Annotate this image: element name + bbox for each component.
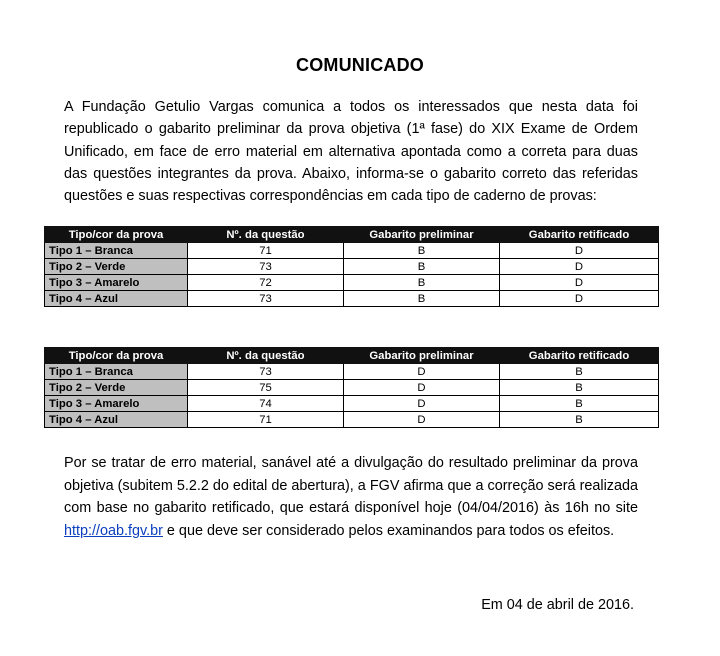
answer-key-table-2 [44, 347, 659, 428]
intro-paragraph: A Fundação Getulio Vargas comunica a todos os interessados que nesta data foi republicado o gabarito preliminar da prova objetiva (1ª fase) do XIX Exame de Ordem Unificado, em face de erro material em alternativa apontada como a correta para duas das questões integrantes da prova. Abaixo, informa-se o gabarito correto das referidas questões e suas respectivas correspondências em cada tipo de caderno de provas: [64, 99, 638, 205]
corrected-key-cell: D [500, 275, 659, 291]
header-corrected-key: Gabarito retificado [500, 227, 659, 243]
preliminary-key-cell: B [344, 259, 500, 275]
preliminary-key-cell: B [344, 275, 500, 291]
closing-paragraph [64, 452, 638, 542]
header-exam-type: Tipo/cor da prova [45, 348, 188, 364]
table-row [45, 291, 659, 307]
header-exam-type: Tipo/cor da prova [45, 227, 188, 243]
corrected-key-cell: B [500, 380, 659, 396]
preliminary-key-cell: D [344, 396, 500, 412]
question-number-cell: 73 [188, 259, 344, 275]
header-question-number: Nº. da questão [188, 348, 344, 364]
header-corrected-key: Gabarito retificado [500, 348, 659, 364]
table-row [45, 275, 659, 291]
question-number-cell: 72 [188, 275, 344, 291]
table-header-row [45, 348, 659, 364]
exam-type-cell: Tipo 1 – Branca [45, 364, 188, 380]
exam-type-cell: Tipo 2 – Verde [45, 259, 188, 275]
question-number-cell: 71 [188, 243, 344, 259]
fgv-site-link[interactable]: http://oab.fgv.br [64, 522, 163, 539]
header-preliminary-key: Gabarito preliminar [344, 348, 500, 364]
preliminary-key-cell: D [344, 364, 500, 380]
table-row [45, 259, 659, 275]
corrected-key-cell: B [500, 364, 659, 380]
corrected-key-cell: D [500, 291, 659, 307]
corrected-key-cell: D [500, 259, 659, 275]
preliminary-key-cell: B [344, 291, 500, 307]
exam-type-cell: Tipo 2 – Verde [45, 380, 188, 396]
exam-type-cell: Tipo 3 – Amarelo [45, 396, 188, 412]
table-row [45, 364, 659, 380]
table-row [45, 412, 659, 428]
question-number-cell: 74 [188, 396, 344, 412]
preliminary-key-cell: D [344, 380, 500, 396]
preliminary-key-cell: D [344, 412, 500, 428]
closing-text-start: Por se tratar de erro material, sanável até a divulgação do resultado preliminar da prova objetiva (subitem 5.2.2 do edital de abertura), a FGV afirma que a correção será realizada com base no gabarito retificado, que estará disponível hoje (04/04/2016) às 16h no site [64, 455, 638, 517]
exam-type-cell: Tipo 4 – Azul [45, 291, 188, 307]
header-question-number: Nº. da questão [188, 227, 344, 243]
question-number-cell: 73 [188, 291, 344, 307]
question-number-cell: 75 [188, 380, 344, 396]
page-title: COMUNICADO [296, 55, 424, 75]
corrected-key-cell: B [500, 412, 659, 428]
preliminary-key-cell: B [344, 243, 500, 259]
document-date: Em 04 de abril de 2016. [481, 597, 634, 613]
exam-type-cell: Tipo 3 – Amarelo [45, 275, 188, 291]
corrected-key-cell: D [500, 243, 659, 259]
table-row [45, 396, 659, 412]
exam-type-cell: Tipo 1 – Branca [45, 243, 188, 259]
closing-text-end: e que deve ser considerado pelos examinandos para todos os efeitos. [162, 522, 615, 539]
corrected-key-cell: B [500, 396, 659, 412]
table-header-row [45, 227, 659, 243]
table-row [45, 243, 659, 259]
question-number-cell: 71 [188, 412, 344, 428]
answer-key-table-1 [44, 226, 659, 307]
question-number-cell: 73 [188, 364, 344, 380]
header-preliminary-key: Gabarito preliminar [344, 227, 500, 243]
exam-type-cell: Tipo 4 – Azul [45, 412, 188, 428]
table-row [45, 380, 659, 396]
